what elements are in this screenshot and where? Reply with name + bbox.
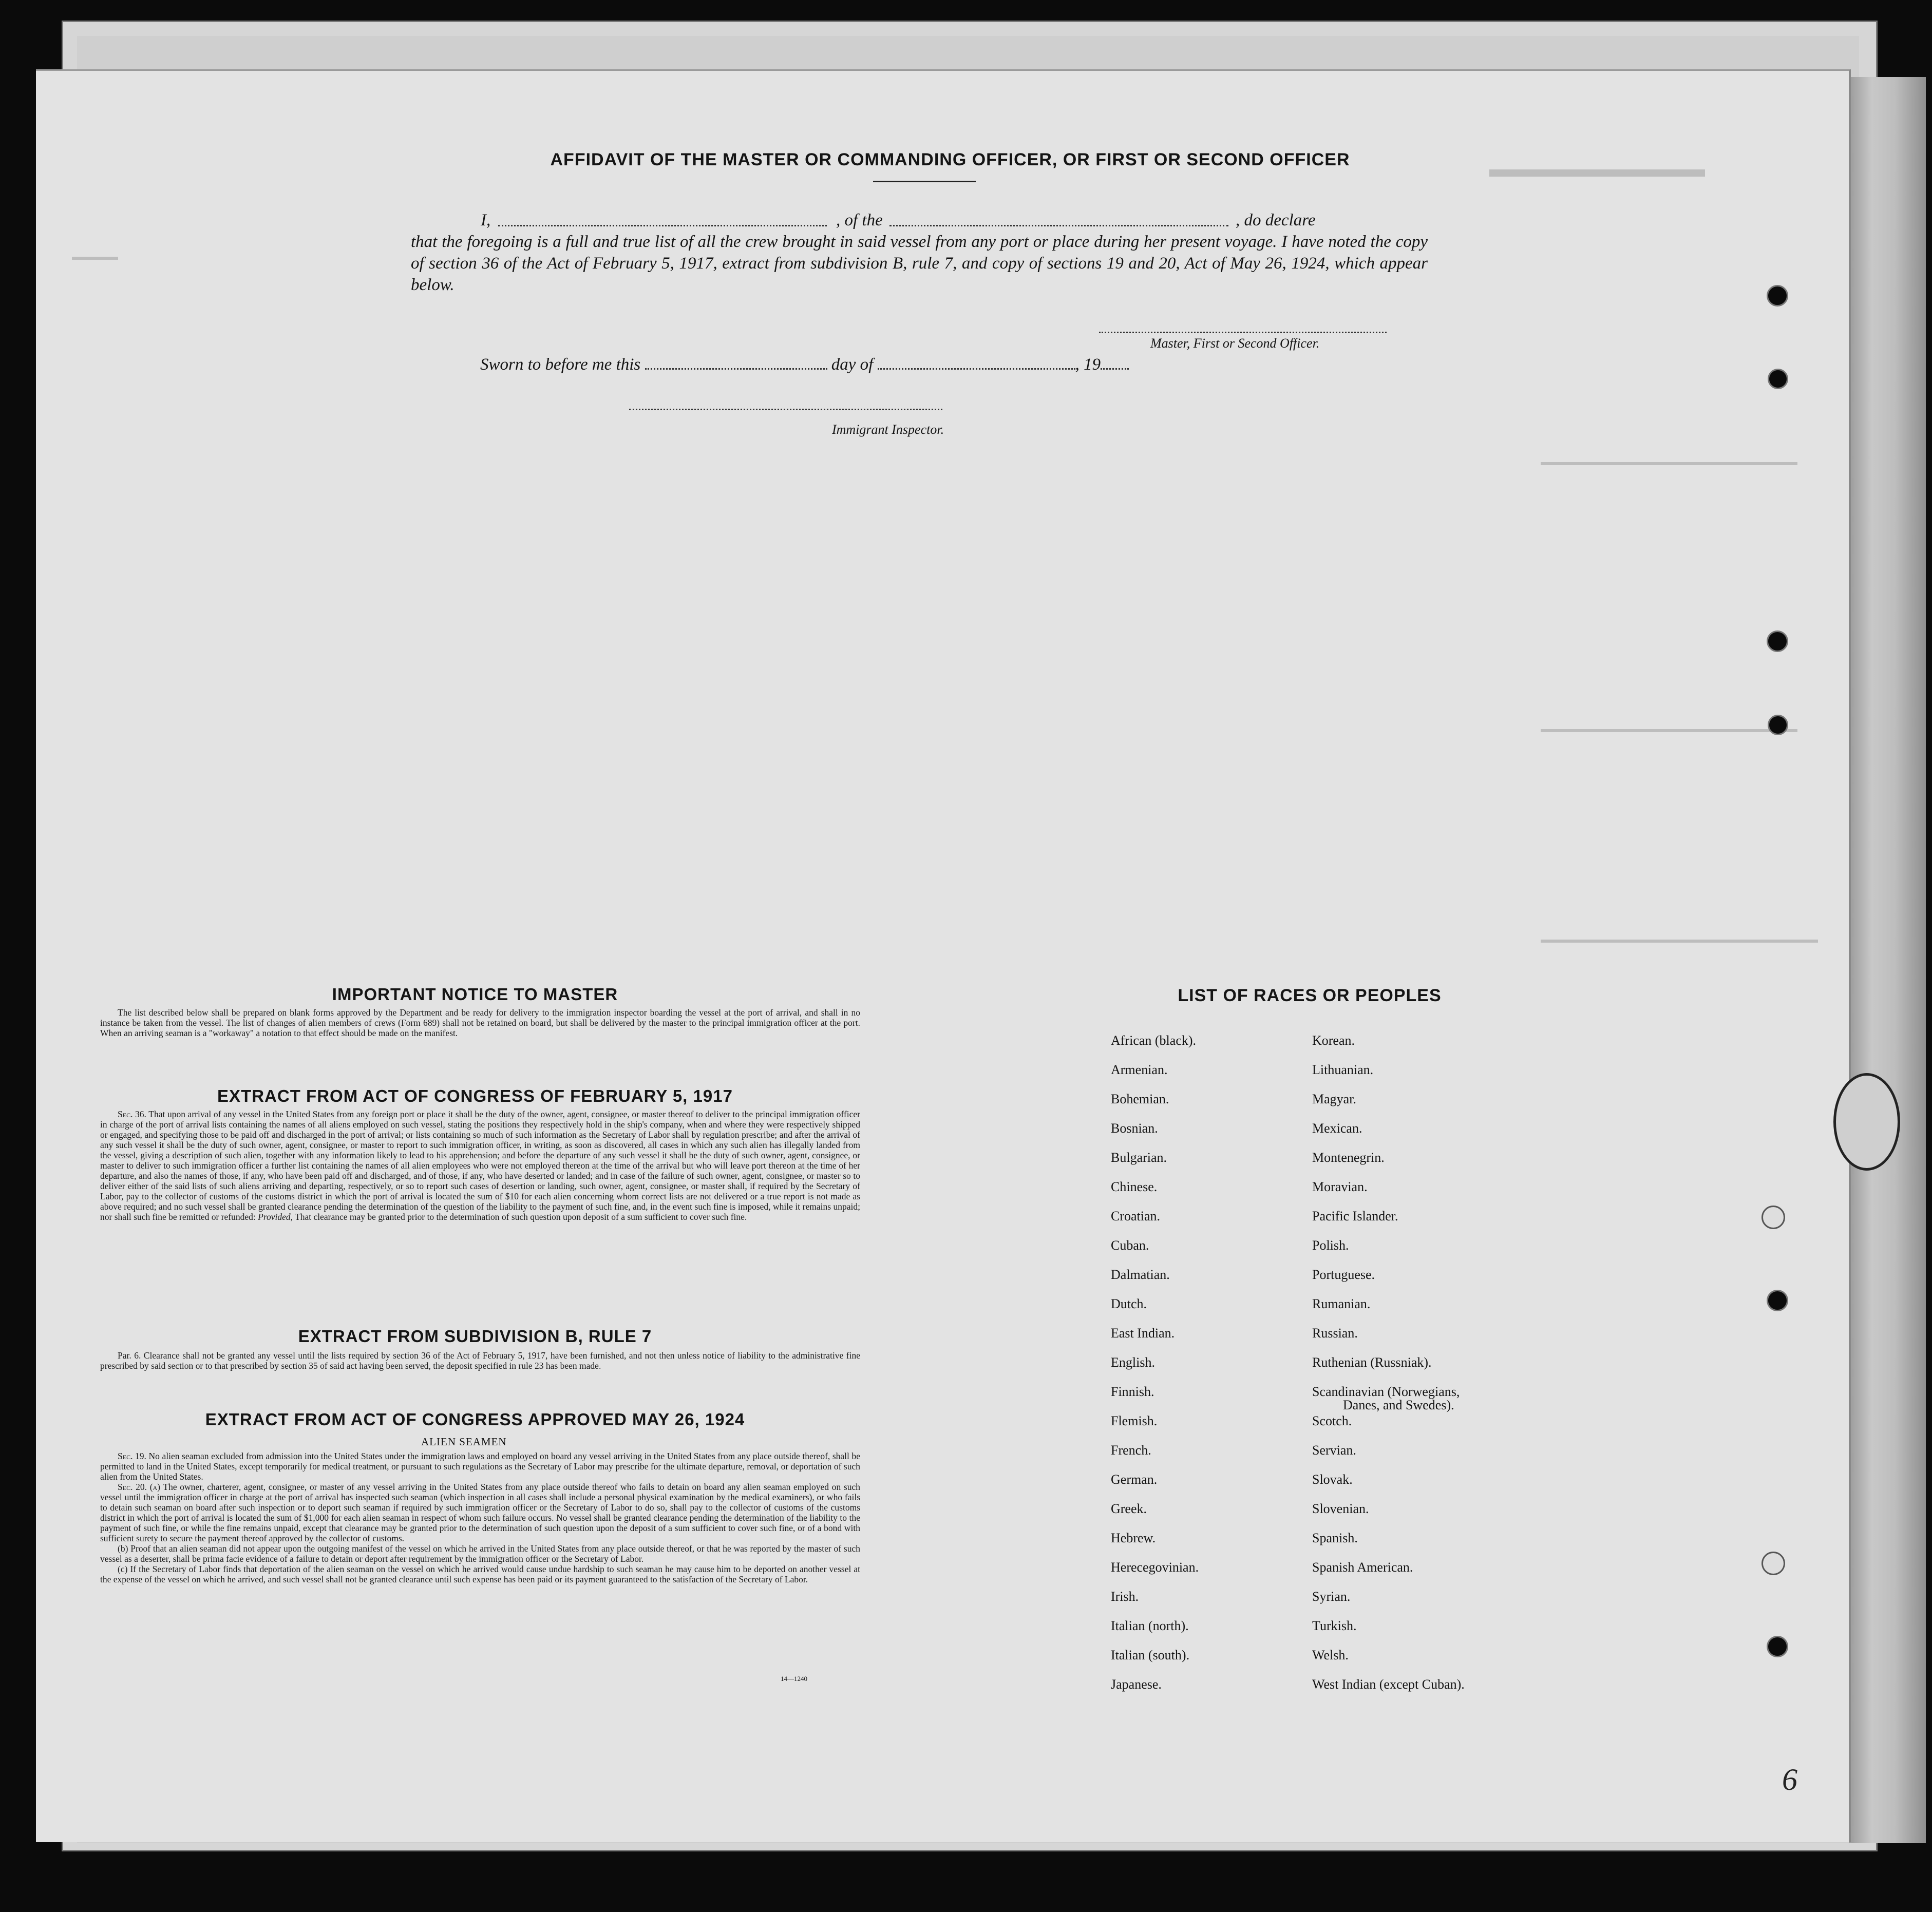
proviso-text: That clearance may be granted prior to the determination of such question upon deposit of a sum sufficient to cover such fine.	[295, 1212, 747, 1222]
sworn-prefix: Sworn to before me this	[480, 355, 641, 374]
bleed-mark	[1489, 169, 1705, 177]
race-item: Italian (north).	[1111, 1618, 1189, 1633]
race-item: Croatian.	[1111, 1209, 1161, 1223]
race-item: Scandinavian (Norwegians, Danes, and Swedes).	[1312, 1384, 1465, 1413]
race-item: Spanish American.	[1312, 1560, 1413, 1575]
race-item: Rumanian.	[1312, 1296, 1371, 1311]
inspector-label: Immigrant Inspector.	[832, 422, 944, 437]
sworn-day-of: day of	[831, 355, 874, 374]
race-item: Scotch.	[1312, 1413, 1352, 1428]
binder-hole	[1761, 1552, 1785, 1575]
race-item: Bosnian.	[1111, 1121, 1158, 1136]
race-item: Irish.	[1111, 1589, 1139, 1604]
notice-text	[100, 1007, 860, 1038]
master-signature-label: Master, First or Second Officer.	[1150, 336, 1320, 351]
affidavit-text: that the foregoing is a full and true list of all the crew brought in said vessel from any port or place during her present voyage. I have noted the copy of section 36 of the Act of February 5, 1917, extract from subdivision B, rule 7, and copy of sections 19 and 20, Act of May 26, 1924, which appear below.	[411, 233, 1428, 294]
race-item: Bohemian.	[1111, 1092, 1169, 1106]
sworn-year-blank[interactable]	[1101, 356, 1129, 370]
race-item: East Indian.	[1111, 1326, 1175, 1341]
title-rule	[873, 181, 976, 182]
race-item: Herecegovinian.	[1111, 1560, 1199, 1575]
race-item: Ruthenian (Russniak).	[1312, 1355, 1432, 1370]
binder-hole	[1767, 630, 1788, 652]
extract-1917-title: EXTRACT FROM ACT OF CONGRESS OF FEBRUARY 5, 1917	[217, 1086, 733, 1105]
rule7-paragraph: Par. 6. Clearance shall not be granted any vessel until the lists required by section 36 of the Act of February 5, 1917, have been furnished, and not then unless notice of liability to the administrative fine prescribed by said section or to that prescribed by section 35 of said act having been served, the deposit specified in rule 23 has been made.	[100, 1350, 860, 1371]
binder-hole	[1761, 1206, 1785, 1229]
race-item: Servian.	[1312, 1443, 1356, 1458]
race-item: West Indian (except Cuban).	[1312, 1677, 1465, 1692]
race-item: Montenegrin.	[1312, 1150, 1385, 1165]
affidavit-title: AFFIDAVIT OF THE MASTER OR COMMANDING OFFICER, OR FIRST OR SECOND OFFICER	[550, 150, 1350, 169]
binder-hole	[1767, 285, 1788, 307]
race-item: Finnish.	[1111, 1384, 1154, 1399]
sec-20-label: Sec. 20. (a)	[118, 1482, 161, 1492]
race-item: Mexican.	[1312, 1121, 1362, 1136]
race-item: Magyar.	[1312, 1092, 1356, 1106]
sec-19-text: No alien seaman excluded from admission into the United States under the immigration laws and employed on board any vessel arriving in the United States from any place outside thereof, shall be permitted to land in the United States, except temporarily for medical treatment, or pursuant to such regulations as the Secretary of Labor may prescribe for the ultimate departure, removal, or deportation of such alien from the United States.	[100, 1451, 860, 1482]
race-item: Turkish.	[1312, 1618, 1357, 1633]
sec-20c-paragraph: (c) If the Secretary of Labor finds that deportation of the alien seaman on the vessel on which he arrived would cause undue hardship to such seaman he may cause him to be deported on another vessel at the expense of the vessel on which he arrived, and such vessel shall not be granted clearance until such expense has been paid or its payment guaranteed to the satisfaction of the Secretary of Labor.	[100, 1564, 860, 1584]
race-item: Syrian.	[1312, 1589, 1351, 1604]
i-label: I,	[481, 211, 491, 230]
race-item: Korean.	[1312, 1033, 1355, 1048]
sworn-day-blank[interactable]	[645, 356, 827, 370]
handwritten-page-number: 6	[1782, 1763, 1797, 1796]
sec-36-paragraph	[100, 1109, 860, 1222]
race-item: Japanese.	[1111, 1677, 1162, 1692]
binder-hole	[1767, 1290, 1788, 1311]
race-item: Slovak.	[1312, 1472, 1353, 1487]
bleed-mark	[1541, 940, 1818, 943]
sec-36-text: That upon arrival of any vessel in the United States from any foreign port or place it shall be the duty of the owner, agent, consignee, or master thereof to deliver to the principal immigration officer in charge of the port of arrival lists containing the names of all aliens employed on such vessel, stating the positions they respectively hold in the ship's company, when and where they were respectively shipped or engaged, and specifying those to be paid off and discharged in the port of arrival; or lists containing so much of such information as the Secretary of Labor shall by regulation prescribe; and after the arrival of any such vessel it shall be the duty of such owner, agent, consignee, or master to report to such immigration officer, in writing, as soon as discovered, all cases in which any such alien has illegally landed from the vessel, giving a description of such alien, together with any information likely to lead to his apprehension; and before the departure of any such vessel it shall be the duty of such owner, agent, consignee, or master to deliver to such immigration officer a further list containing the names of all alien employees who were not employed thereon at the time of the arrival but who will leave port thereon at the time of her departure, and also the names of those, if any, who have been paid off and discharged, and of those, if any, who have deserted or landed; and in case of the failure of such owner, agent, consignee, or master so to deliver either of the said lists of such aliens arriving and departing, respectively, or so to report such cases of desertion or landing, such owner, agent, consignee, or master shall, if required by the Secretary of Labor, pay to the collector of customs of the customs district in which the port of arrival is located the sum of $10 for each alien concerning whom correct lists are not delivered or a true report is not made as above required; and no such vessel shall be granted clearance pending the determination of the question of the liability to the payment of such fine, and, in the event such fine is imposed, while it remains unpaid; nor shall such fine be remitted or refunded:	[100, 1109, 860, 1222]
sworn-year: , 19	[1075, 355, 1101, 374]
vessel-name-blank[interactable]	[889, 209, 1228, 226]
race-item: Lithuanian.	[1312, 1062, 1374, 1077]
race-item: English.	[1111, 1355, 1155, 1370]
race-item: Hebrew.	[1111, 1531, 1156, 1545]
race-item: Polish.	[1312, 1238, 1349, 1253]
sec-19-label: Sec. 19.	[118, 1451, 146, 1461]
races-title: LIST OF RACES OR PEOPLES	[1178, 986, 1442, 1005]
sec-20a-paragraph	[100, 1482, 860, 1543]
page-edge-strip	[1849, 77, 1926, 1843]
race-item: Flemish.	[1111, 1413, 1158, 1428]
race-item: African (black).	[1111, 1033, 1197, 1048]
race-item: Russian.	[1312, 1326, 1358, 1341]
officer-name-blank[interactable]	[498, 209, 827, 226]
race-item: French.	[1111, 1443, 1151, 1458]
sworn-month-blank[interactable]	[878, 356, 1075, 370]
affidavit-declaration-line	[411, 209, 1428, 231]
extract-1917-text	[100, 1109, 860, 1222]
notice-title: IMPORTANT NOTICE TO MASTER	[332, 985, 618, 1004]
race-item: Greek.	[1111, 1501, 1147, 1516]
form-number: 14—1240	[781, 1675, 807, 1682]
race-item: Cuban.	[1111, 1238, 1149, 1253]
race-item: Italian (south).	[1111, 1648, 1190, 1662]
races-column-a	[1111, 1033, 1199, 1706]
bleed-mark	[1541, 729, 1797, 732]
race-item: Portuguese.	[1312, 1267, 1375, 1282]
race-item: Bulgarian.	[1111, 1150, 1167, 1165]
proviso-label: Provided,	[258, 1212, 293, 1222]
binder-hole	[1768, 369, 1788, 389]
binder-hole	[1768, 715, 1788, 735]
binder-hole	[1767, 1636, 1788, 1657]
race-item: Welsh.	[1312, 1648, 1349, 1662]
race-item-continuation: Danes, and Swedes).	[1343, 1398, 1454, 1412]
notice-paragraph: The list described below shall be prepared on blank forms approved by the Department and be ready for delivery to the immigration inspector boarding the vessel at the port of arrival, and shall in no instance be taken from the vessel. The list of changes of alien members of crews (Form 689) shall not be retained on board, but shall be delivered by the master to the principal immigration officer at the port. When an arriving seaman is a "workaway" a notation to that effect should be made on the manifest.	[100, 1007, 860, 1038]
stamp-seal	[1833, 1073, 1900, 1171]
sec-36-label: Sec. 36.	[118, 1109, 146, 1119]
races-column-b	[1312, 1033, 1465, 1706]
sec-19-paragraph	[100, 1451, 860, 1482]
extract-1924-text	[100, 1451, 860, 1584]
affidavit-body	[411, 209, 1428, 296]
do-declare-label: , do declare	[1236, 211, 1316, 230]
inspector-signature-line[interactable]	[629, 409, 942, 410]
race-item: German.	[1111, 1472, 1158, 1487]
extract-rule7-text	[100, 1350, 860, 1371]
race-item: Armenian.	[1111, 1062, 1168, 1077]
master-signature-line[interactable]	[1099, 332, 1387, 333]
race-item: Spanish.	[1312, 1531, 1358, 1545]
of-the-label: , of the	[836, 211, 883, 230]
bleed-mark	[1541, 462, 1797, 465]
race-item: Pacific Islander.	[1312, 1209, 1398, 1223]
sec-20b-paragraph: (b) Proof that an alien seaman did not appear upon the outgoing manifest of the vessel on which he arrived in the United States from any place outside thereof, or that he was reported by the master of such vessel as a deserter, shall be prima facie evidence of a failure to detain or deport after requirement by the immigration officer or the Secretary of Labor.	[100, 1543, 860, 1564]
sworn-line	[480, 355, 1129, 374]
race-item: Slovenian.	[1312, 1501, 1369, 1516]
alien-seamen-subtitle: ALIEN SEAMEN	[421, 1436, 507, 1448]
bleed-mark	[72, 257, 118, 260]
race-item: Dalmatian.	[1111, 1267, 1170, 1282]
race-item: Chinese.	[1111, 1179, 1158, 1194]
race-item: Dutch.	[1111, 1296, 1147, 1311]
race-item: Moravian.	[1312, 1179, 1368, 1194]
extract-1924-title: EXTRACT FROM ACT OF CONGRESS APPROVED MAY 26, 1924	[205, 1410, 745, 1429]
sec-20a-text: The owner, charterer, agent, consignee, or master of any vessel arriving in the United States from any place outside thereof who fails to detain on board any alien seaman employed on such vessel until the immigration officer in charge at the port of arrival has inspected such seaman (which inspection in all cases shall include a personal physical examination by the medical examiners), or who fails to detain such seaman on board after such inspection or to deport such seaman if required by such immigration officer or the Secretary of Labor to do so, shall pay to the collector of customs of the customs district in which the port of arrival is located the sum of $1,000 for each alien seaman in respect of whom such failure occurs. No vessel shall be granted clearance pending the determination of the liability to the payment of such fine, or while the fine remains unpaid, except that clearance may be granted prior to the determination of such question upon the deposit of a sum sufficient to cover such fine, or of a bond with sufficient surety to secure the payment thereof approved by the collector of customs.	[100, 1482, 860, 1543]
extract-rule7-title: EXTRACT FROM SUBDIVISION B, RULE 7	[298, 1327, 652, 1346]
